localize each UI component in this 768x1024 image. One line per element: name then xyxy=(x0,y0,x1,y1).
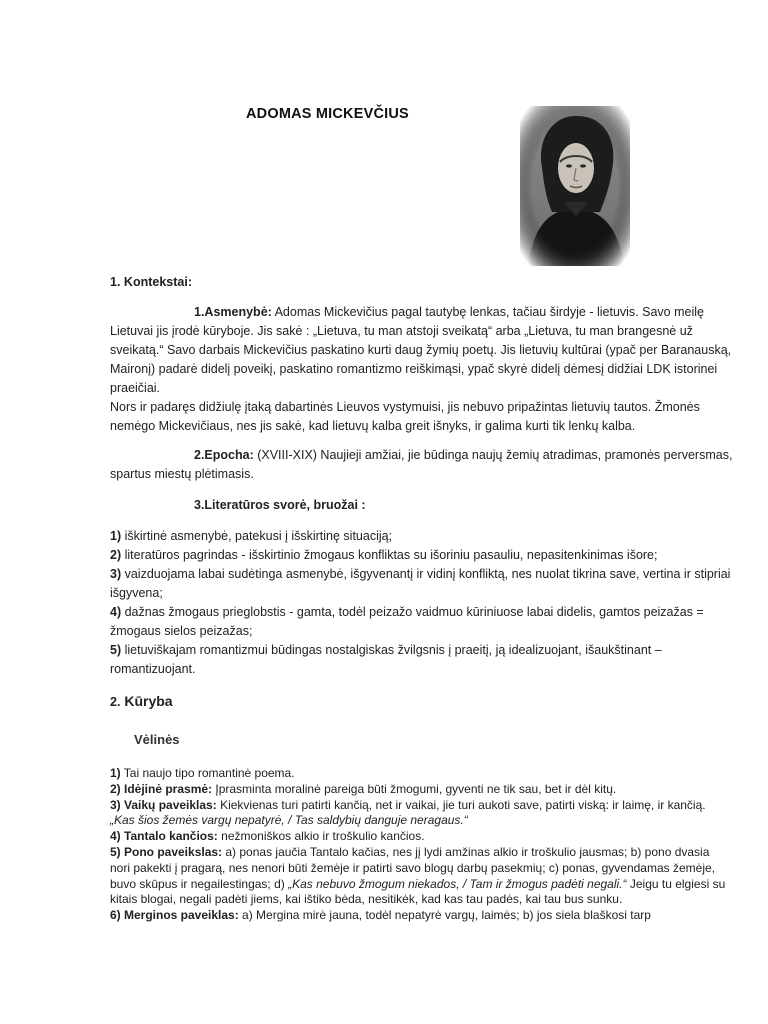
subheading-velines: Vėlinės xyxy=(134,732,180,747)
section-heading-kontekstai xyxy=(110,273,735,292)
note-line: 1) Tai naujo tipo romantinė poema. xyxy=(110,766,295,780)
section-title: Kontekstai: xyxy=(123,275,192,289)
list-item: 4) dažnas žmogaus prieglobstis - gamta, todėl peizažo vaidmuo kūriniuose labai didelis, gamtos peizažas = žmogaus sielos peizažas; xyxy=(110,605,704,638)
portrait-photo-icon xyxy=(520,106,630,266)
note-line: 4) Tantalo kančios: nežmoniškos alkio ir troškulio kančios. xyxy=(110,829,425,844)
paragraph-asmenybe xyxy=(110,303,735,436)
paragraph-literaturos xyxy=(110,496,735,515)
paragraph-label: 1.Asmenybė: xyxy=(194,305,272,319)
paragraph-label: 3.Literatūros svorė, bruožai : xyxy=(194,498,366,512)
paragraph-label: 2.Epocha: xyxy=(194,448,254,462)
section-heading-kuryba xyxy=(110,692,735,712)
list-item: 3) vaizduojama labai sudėtinga asmenybė, išgyvenantį ir vidinį konfliktą, nes nuolat tikrina save, vertina ir stipriai išgyvena; xyxy=(110,567,731,600)
section-number: 2. xyxy=(110,695,121,709)
features-list xyxy=(110,527,735,679)
paragraph-text: Nors ir padaręs didžiulę įtaką dabartinės Lieuvos vystymuisi, jis nebuvo pripažintas lietuvių tautos. Žmonės nemėgo Mickevičiaus, nes jis sakė, kad lietuvų kalba greit išnyks, ir galima kurti tik lenkų kalba. xyxy=(110,400,700,433)
page-title: ADOMAS MICKEVČIUS xyxy=(246,106,409,122)
note-line: 5) Pono paveikslas: a) ponas jaučia Tantalo kačias, nes jį lydi amžinas alkio ir troškulio jausmas; b) pono dvasia nori pakekti į pragarą, nes nenori būti žemėje ir patirti savo blogų darbų pasekmių; c) ponas, gyvendamas žemėje, buvo skūpus ir negailestingas; d) „Kas nebuvo žmogum niekados, / Tam ir žmogus padėti negali.“ Jeigu tu elgiesi su kitais blogai, negali padėti jiems, kai ištiko bėda, nesitikėk, kad kas tau padės, kai tau bus sunku. xyxy=(110,844,726,907)
list-item: 5) lietuviškajam romantizmui būdingas nostalgiskas žvilgsnis į praeitį, ją idealizuojant, išaukštinant – romantizuojant. xyxy=(110,643,662,676)
list-item: 2) literatūros pagrindas - išskirtinio žmogaus konfliktas su išoriniu pasauliu, nepasitenkinimas išore; xyxy=(110,548,658,562)
list-item: 1) iškirtinė asmenybė, patekusi į išskirtinę situaciją; xyxy=(110,529,393,543)
paragraph-text: Adomas Mickevičius pagal tautybę lenkas, tačiau širdyje - lietuvis. Savo meilę Lietuvai jis įrodė kūryboje. Jis sakė : „Lietuva, tu man atstoji sveikatą“ arba „Lietuva, tu man brangesnė už sveikatą.“ Savo darbais Mickevičius paskatino kurti daug žymių poetų. Jis lietuvių kultūrai (ypač per Baranauską, Maironį) padarė didelį poveikį, paskatino romantizmo reiškimąsi, ypač skyrė didelį dėmesį didžiai LDK istorinei praeičiai. xyxy=(110,305,732,395)
section-number: 1. xyxy=(110,275,121,289)
section-title: Kūryba xyxy=(124,693,173,709)
portrait-photo xyxy=(520,106,630,266)
note-line: 2) Idėjinė prasmė: Įprasminta moralinė pareiga būti žmogumi, gyventi ne tik sau, bet ir dėl kitų. xyxy=(110,781,617,796)
note-line: 3) Vaikų paveiklas: Kiekvienas turi patirti kančią, net ir vaikai, jie turi aukoti save, patirti viską: ir laimę, ir kančią. „Kas šios žemės vargų nepatyrė, / Tas saldybių danguje neragaus.“ xyxy=(110,797,706,828)
velines-notes xyxy=(110,766,730,924)
paragraph-epocha xyxy=(110,446,735,484)
paragraph-text: (XVIII-XIX) Naujieji amžiai, jie būdinga naujų žemių atradimas, pramonės perversmas, spartus miestų plėtimasis. xyxy=(110,448,733,481)
note-line: 6) Merginos paveiklas: a) Mergina mirė jauna, todėl nepatyrė vargų, laimės; b) jos siela blaškosi tarp xyxy=(110,908,651,923)
